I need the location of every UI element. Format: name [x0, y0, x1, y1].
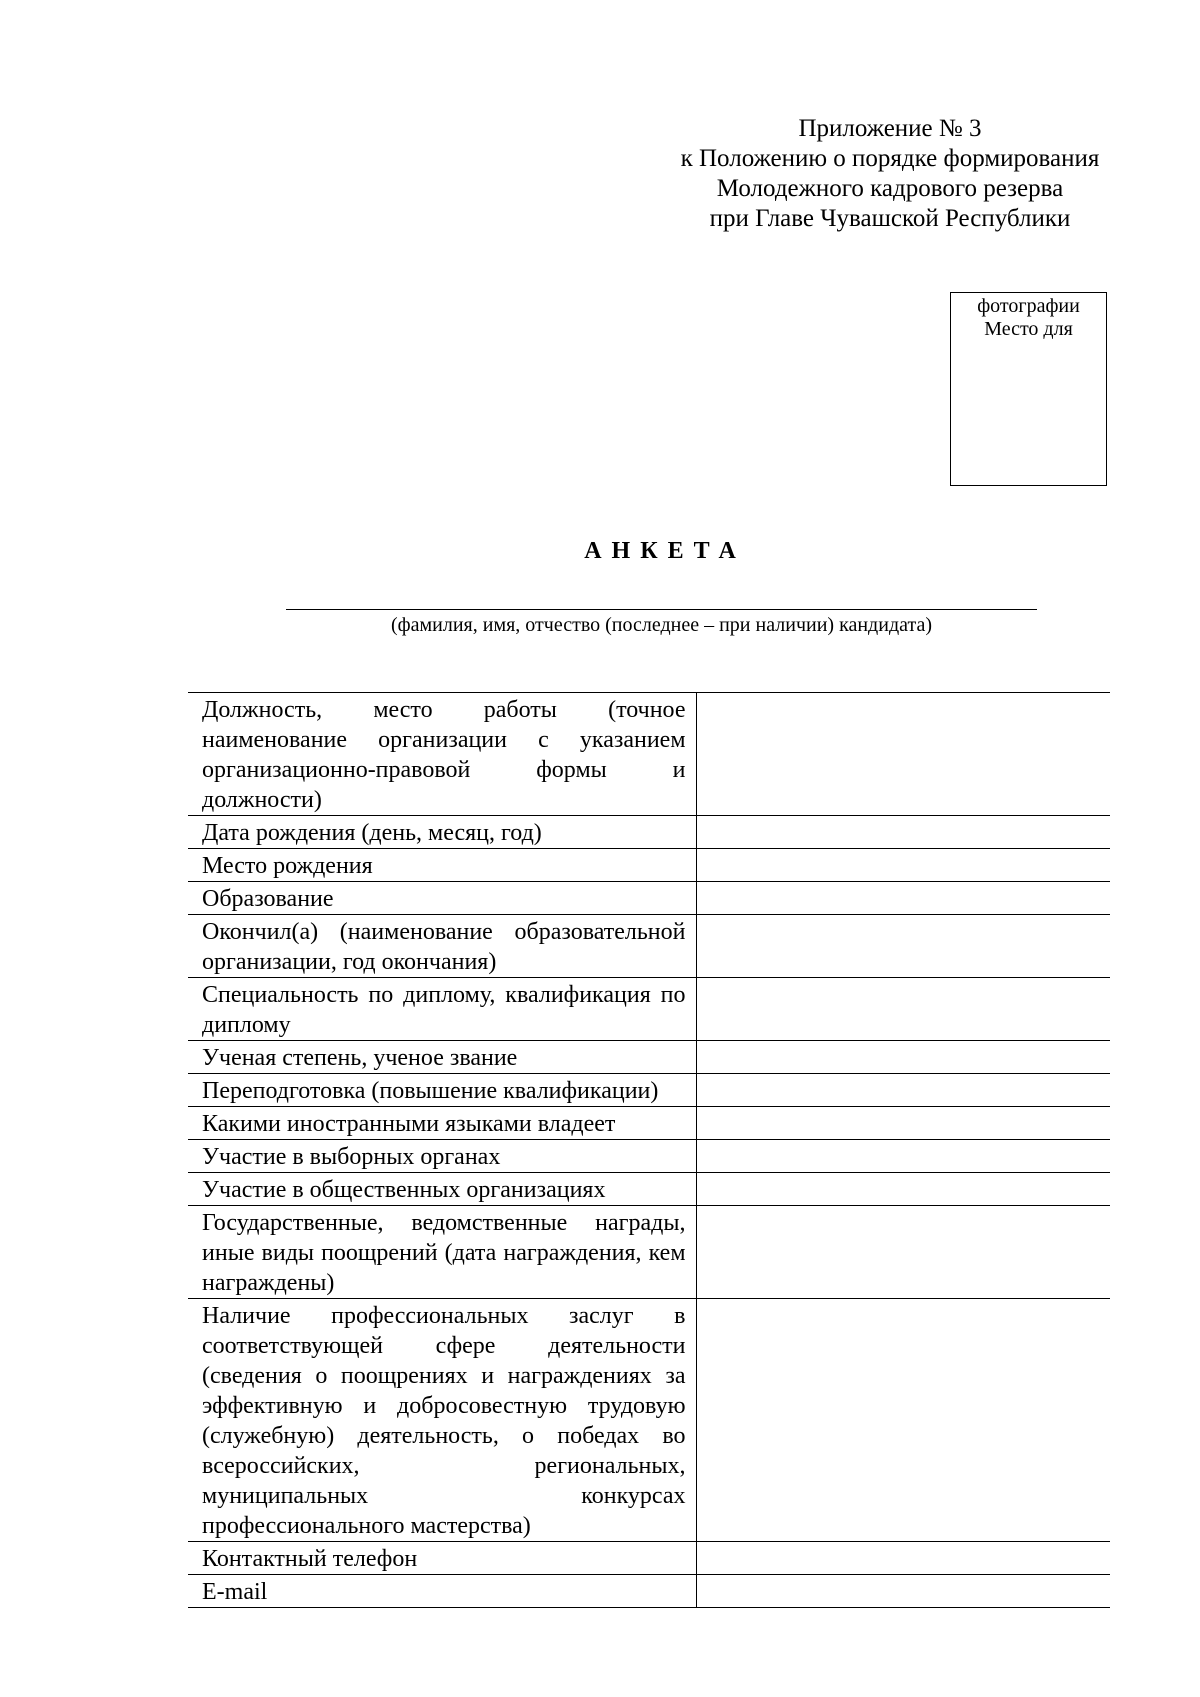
field-value[interactable] — [696, 1041, 1110, 1074]
field-value[interactable] — [696, 1542, 1110, 1575]
table-row — [188, 915, 1110, 978]
table-row — [188, 882, 1110, 915]
table-row — [188, 1140, 1110, 1173]
table-row — [188, 1107, 1110, 1140]
field-value[interactable] — [696, 816, 1110, 849]
field-value[interactable] — [696, 1140, 1110, 1173]
photo-label-line-2: фотографии — [977, 295, 1080, 317]
field-value[interactable] — [696, 1575, 1110, 1608]
field-value[interactable] — [696, 693, 1110, 816]
field-label: Контактный телефон — [188, 1542, 696, 1575]
appendix-number: Приложение № 3 — [798, 115, 982, 142]
appendix-ref-line-1: к Положению о порядке формирования — [680, 145, 1100, 172]
field-value[interactable] — [696, 978, 1110, 1041]
field-label: Ученая степень, ученое звание — [188, 1041, 696, 1074]
table-row — [188, 1542, 1110, 1575]
table-row — [188, 978, 1110, 1041]
field-label: Специальность по диплому, квалификация по диплому — [188, 978, 696, 1041]
table-row — [188, 849, 1110, 882]
questionnaire-table — [188, 692, 1110, 1608]
field-label: Участие в выборных органах — [188, 1140, 696, 1173]
table-row — [188, 816, 1110, 849]
field-value[interactable] — [696, 849, 1110, 882]
field-label: Государственные, ведомственные награды, иные виды поощрений (дата награждения, кем награждены) — [188, 1206, 696, 1299]
field-value[interactable] — [696, 882, 1110, 915]
field-label: Наличие профессиональных заслуг в соответствующей сфере деятельности (сведения о поощрениях и награждениях за эффективную и добросовестную трудовую (служебную) деятельность, о победах во всероссийских, региональных, муниципальных конкурсах профессионального мастерства) — [188, 1299, 696, 1542]
table-row — [188, 693, 1110, 816]
photo-label-line-1: Место для — [984, 318, 1073, 340]
field-label: Должность, место работы (точное наименование организации с указанием организационно-правовой формы и должности) — [188, 693, 696, 816]
field-label: E-mail — [188, 1575, 696, 1608]
table-row — [188, 1074, 1110, 1107]
form-title: АНКЕТА — [584, 538, 746, 564]
table-row — [188, 1173, 1110, 1206]
field-value[interactable] — [696, 1173, 1110, 1206]
field-value[interactable] — [696, 1206, 1110, 1299]
field-label: Переподготовка (повышение квалификации) — [188, 1074, 696, 1107]
field-label: Место рождения — [188, 849, 696, 882]
table-row — [188, 1206, 1110, 1299]
field-label: Образование — [188, 882, 696, 915]
field-value[interactable] — [696, 1107, 1110, 1140]
appendix-ref-line-3: при Главе Чувашской Республики — [709, 205, 1071, 232]
photo-placeholder[interactable] — [950, 292, 1107, 486]
table-row — [188, 1575, 1110, 1608]
field-value[interactable] — [696, 1299, 1110, 1542]
table-row — [188, 1299, 1110, 1542]
field-label: Дата рождения (день, месяц, год) — [188, 816, 696, 849]
field-label: Окончил(а) (наименование образовательной организации, год окончания) — [188, 915, 696, 978]
appendix-header — [660, 114, 1120, 234]
field-value[interactable] — [696, 915, 1110, 978]
appendix-ref-line-2: Молодежного кадрового резерва — [716, 175, 1064, 202]
candidate-name-field[interactable] — [286, 609, 1037, 610]
table-row — [188, 1041, 1110, 1074]
field-label: Участие в общественных организациях — [188, 1173, 696, 1206]
candidate-name-caption: (фамилия, имя, отчество (последнее – при наличии) кандидата) — [391, 614, 932, 636]
field-label: Какими иностранными языками владеет — [188, 1107, 696, 1140]
field-value[interactable] — [696, 1074, 1110, 1107]
